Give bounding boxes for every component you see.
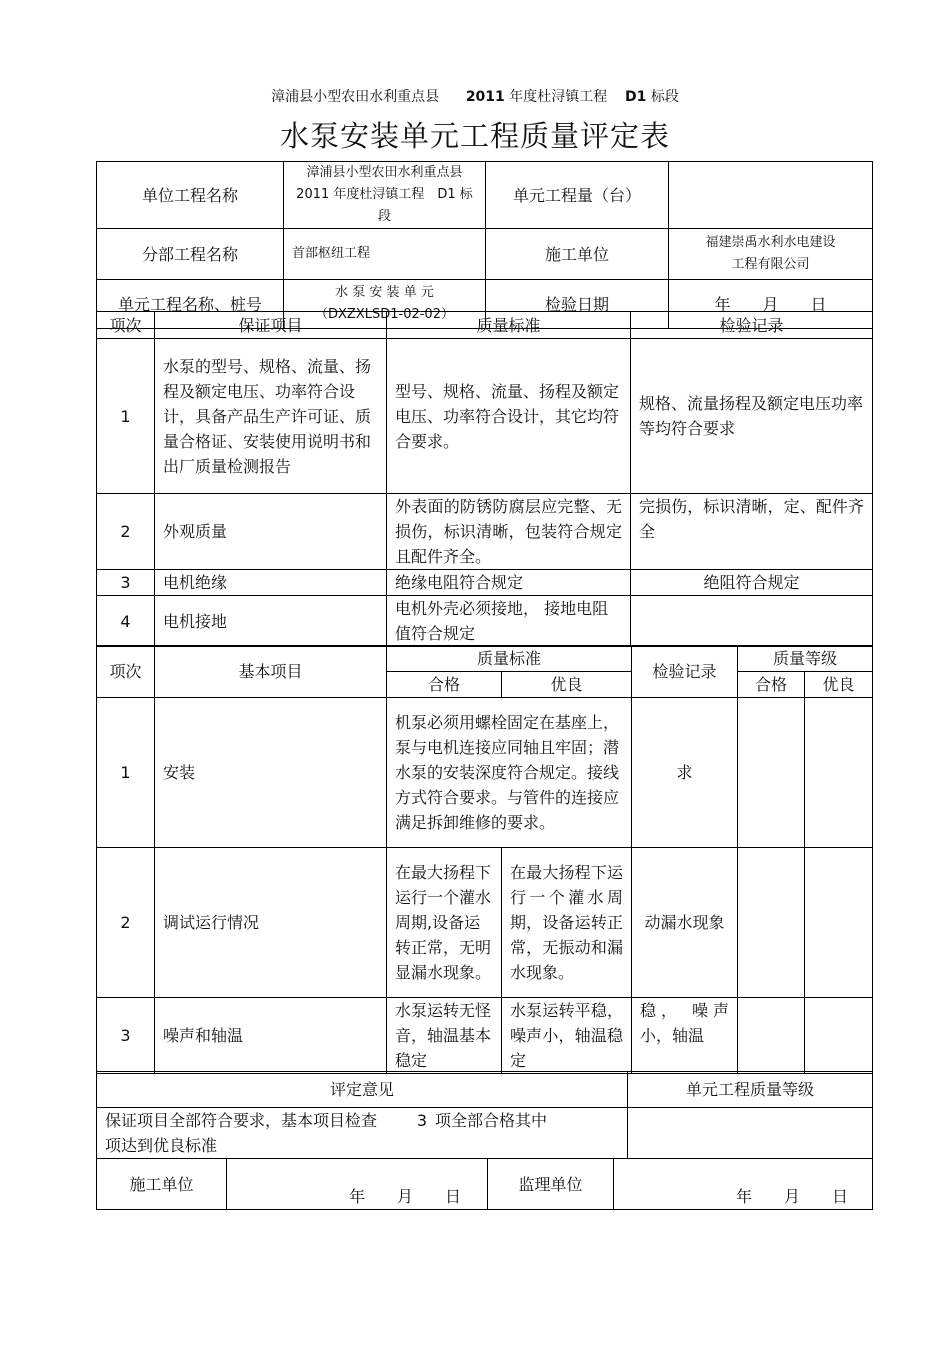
evaluation-opinion-text (97, 1108, 628, 1159)
supervision-sign-date: 年 月 日 (614, 1159, 873, 1210)
table-row-grade-pass (738, 848, 805, 998)
table-row-record: 动漏水现象 (632, 848, 738, 998)
table-row-standard: 型号、规格、流量、扬程及额定电压、功率符合设计，其它均符合要求。 (387, 339, 631, 494)
basic-header-item: 基本项目 (155, 646, 387, 698)
header-middle: 年度杜浔镇工程 (509, 89, 608, 105)
basic-header-pass: 合格 (387, 672, 502, 698)
inspection-date-label: 检验日期 (486, 280, 669, 329)
table-row-no: 2 (97, 494, 155, 570)
document-header (0, 86, 950, 106)
construction-sign-date: 年 月 日 (227, 1159, 488, 1210)
evaluation-grade-label: 单元工程质量等级 (628, 1072, 873, 1108)
basic-header-grade-pass: 合格 (738, 672, 805, 698)
supervision-sign-label: 监理单位 (488, 1159, 614, 1210)
table-row-item: 噪声和轴温 (155, 998, 387, 1074)
evaluation-grade-value (628, 1108, 873, 1159)
unit-project-label: 单位工程名称 (97, 162, 284, 229)
table-row-item: 电机接地 (155, 596, 387, 647)
table-row-record: 完损伤，标识清晰，定、配件齐全 (631, 494, 873, 570)
basic-header-no: 项次 (97, 646, 155, 698)
table-row-no: 3 (97, 998, 155, 1074)
table-row-pass: 水泵运转无怪音，轴温基本稳定 (387, 998, 502, 1074)
table-row-record: 稳， 噪声小，轴温 (632, 998, 738, 1074)
evaluation-table (96, 1071, 873, 1210)
opinion-count: 3 (416, 1111, 428, 1130)
table-row-excellent: 水泵运转平稳，噪声小，轴温稳定 (502, 998, 632, 1074)
construction-sign-label: 施工单位 (97, 1159, 227, 1210)
table-row-grade-pass (738, 998, 805, 1074)
table-row-no: 1 (97, 339, 155, 494)
table-row-no: 2 (97, 848, 155, 998)
table-row-standard: 机泵必须用螺栓固定在基座上，泵与电机连接应同轴且牢固；潜水泵的安装深度符合规定。接线方式符合要求。与管件的连接应满足拆卸维修的要求。 (387, 698, 632, 848)
inspection-date-value: 年 月 日 (669, 280, 873, 329)
table-row-no: 3 (97, 570, 155, 596)
construction-unit-value-line1: 福建崇禹水利水电建设 (705, 235, 836, 250)
element-name-line2: （DXZXLSD1-02-02） (315, 307, 454, 322)
opinion-text-b: 项全部合格其中 (435, 1111, 548, 1130)
table-row-record: 规格、流量扬程及额定电压功率等均符合要求 (631, 339, 873, 494)
construction-unit-label: 施工单位 (486, 229, 669, 280)
table-row-pass: 在最大扬程下运行一个灌水周期,设备运转正常，无明显漏水现象。 (387, 848, 502, 998)
sub-project-value: 首部枢纽工程 (284, 229, 486, 280)
table-row-item: 水泵的型号、规格、流量、扬程及额定电压、功率符合设计，具备产品生产许可证、质量合格证、安装使用说明书和出厂质量检测报告 (155, 339, 387, 494)
table-row-record (631, 596, 873, 647)
basic-header-standard: 质量标准 (387, 646, 632, 672)
table-row-no: 1 (97, 698, 155, 848)
table-row-grade-pass (738, 698, 805, 848)
table-row-grade-excellent (805, 998, 873, 1074)
guarantee-table (96, 311, 873, 647)
element-name-line1: 水 泵 安 装 单 元 (335, 285, 434, 300)
unit-quantity-value (669, 162, 873, 229)
opinion-text-a: 保证项目全部符合要求，基本项目检查 (105, 1111, 378, 1130)
unit-project-value-line1: 漳浦县小型农田水利重点县 (306, 165, 463, 180)
page-title: 水泵安装单元工程质量评定表 (279, 119, 670, 153)
guarantee-header-record: 检验记录 (631, 312, 873, 339)
table-row-standard: 电机外壳必须接地， 接地电阻值符合规定 (387, 596, 631, 647)
table-row-item: 安装 (155, 698, 387, 848)
element-name-label: 单元工程名称、桩号 (97, 280, 284, 329)
table-row-standard: 绝缘电阻符合规定 (387, 570, 631, 596)
guarantee-header-item: 保证项目 (155, 312, 387, 339)
header-section: D1 (625, 89, 647, 105)
table-row-grade-excellent (805, 848, 873, 998)
table-row-item: 电机绝缘 (155, 570, 387, 596)
basic-items-table (96, 645, 873, 1074)
unit-quantity-label: 单元工程量（台） (486, 162, 669, 229)
unit-project-value-line2: 2011 年度杜浔镇工程 D1 标段 (296, 187, 473, 224)
evaluation-opinion-label: 评定意见 (97, 1072, 628, 1108)
basic-header-excellent: 优良 (502, 672, 632, 698)
construction-unit-value-line2: 工程有限公司 (731, 257, 810, 272)
header-suffix: 标段 (650, 89, 679, 105)
table-row-no: 4 (97, 596, 155, 647)
guarantee-header-standard: 质量标准 (387, 312, 631, 339)
basic-header-record: 检验记录 (632, 646, 738, 698)
table-row-item: 调试运行情况 (155, 848, 387, 998)
basic-header-grade-excellent: 优良 (805, 672, 873, 698)
info-table (96, 161, 873, 329)
header-year: 2011 (465, 89, 505, 105)
basic-header-grade: 质量等级 (738, 646, 873, 672)
table-row-standard: 外表面的防锈防腐层应完整、无损伤，标识清晰，包装符合规定且配件齐全。 (387, 494, 631, 570)
guarantee-header-no: 项次 (97, 312, 155, 339)
table-row-record: 求 (632, 698, 738, 848)
sub-project-label: 分部工程名称 (97, 229, 284, 280)
table-row-record: 绝阻符合规定 (631, 570, 873, 596)
table-row-grade-excellent (805, 698, 873, 848)
header-prefix: 漳浦县小型农田水利重点县 (271, 89, 440, 105)
table-row-item: 外观质量 (155, 494, 387, 570)
construction-unit-value (669, 229, 873, 280)
opinion-text-c: 项达到优良标准 (105, 1136, 218, 1155)
table-row-excellent: 在最大扬程下运行一个灌水周期，设备运转正常，无振动和漏水现象。 (502, 848, 632, 998)
unit-project-value (284, 162, 486, 229)
